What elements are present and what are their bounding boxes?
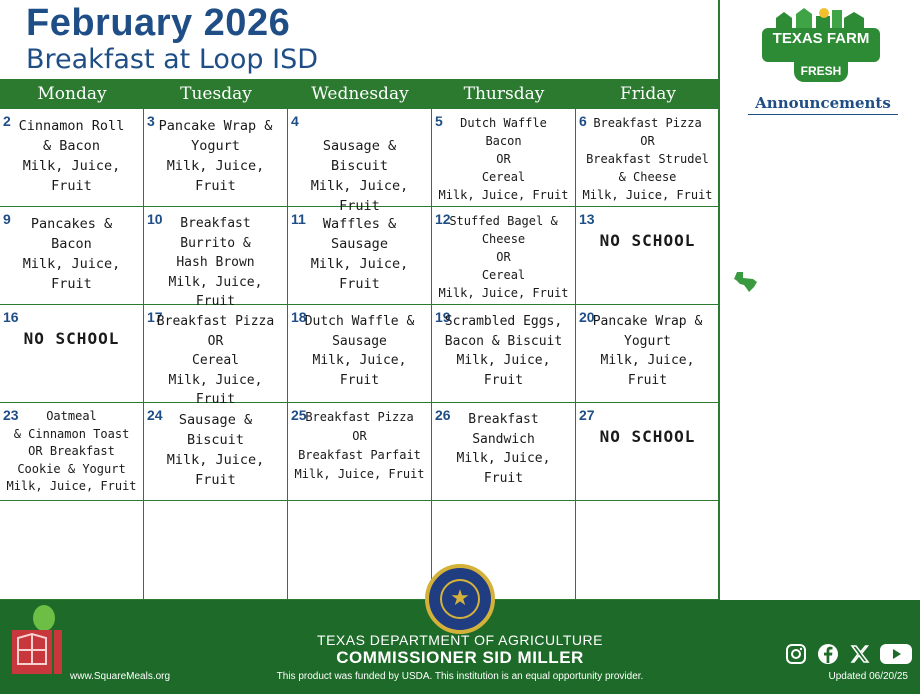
no-school-label: NO SCHOOL (599, 231, 696, 250)
day-menu: Breakfast Pizza OR Cereal Milk, Juice, Fruit (156, 314, 275, 407)
day-cell (288, 207, 432, 305)
logo-fresh: FRESH (794, 62, 848, 82)
day-number: 16 (3, 309, 19, 325)
empty-day-cell (288, 501, 432, 600)
day-number: 11 (291, 211, 306, 227)
day-menu: Sausage & Biscuit Milk, Juice, Fruit (310, 138, 409, 214)
department-name: TEXAS DEPARTMENT OF AGRICULTURE (317, 632, 603, 648)
day-number: 24 (147, 407, 163, 423)
x-icon[interactable] (848, 642, 872, 666)
texas-farm-fresh-logo (762, 6, 880, 86)
logo-badge (762, 28, 880, 62)
weekday-thursday: Thursday (463, 84, 545, 104)
day-menu: Sausage & Biscuit Milk, Juice, Fruit (166, 412, 265, 488)
empty-day-cell (0, 501, 144, 600)
calendar-grid (0, 79, 720, 600)
squaremeals-link[interactable]: www.SquareMeals.org (70, 671, 171, 682)
no-school-label: NO SCHOOL (23, 329, 120, 348)
page-title: February 2026 (26, 2, 291, 44)
day-number: 3 (147, 113, 155, 129)
weekday-monday: Monday (37, 84, 107, 104)
day-cell (144, 403, 288, 501)
facebook-icon[interactable] (816, 642, 840, 666)
day-cell (144, 207, 288, 309)
day-cell (288, 109, 432, 214)
page-subtitle: Breakfast at Loop ISD (26, 44, 319, 75)
day-cell (144, 109, 288, 207)
day-menu: Breakfast Pizza OR Breakfast Parfait Milk, Juice, Fruit (294, 410, 425, 481)
funding-statement: This product was funded by USDA. This institution is an equal opportunity provider. (276, 671, 644, 682)
youtube-icon[interactable] (880, 642, 912, 666)
day-cell (0, 305, 144, 403)
day-number: 17 (147, 309, 163, 325)
no-school-label: NO SCHOOL (599, 427, 696, 446)
seal-star-icon: ★ (440, 579, 480, 619)
day-menu: Breakfast Sandwich Milk, Juice, Fruit (456, 412, 551, 486)
day-number: 20 (579, 309, 595, 325)
day-number: 19 (435, 309, 451, 325)
day-menu: Cinnamon Roll & Bacon Milk, Juice, Fruit (18, 118, 125, 194)
day-cell (432, 305, 576, 403)
day-cell (432, 403, 576, 501)
day-cell (0, 109, 144, 207)
day-number: 18 (291, 309, 307, 325)
day-menu: Scrambled Eggs, Bacon & Biscuit Milk, Juice, Fruit (444, 314, 563, 388)
day-cell (288, 305, 432, 403)
day-number: 25 (291, 407, 307, 423)
day-menu: Dutch Waffle Bacon OR Cereal Milk, Juice, Fruit (438, 116, 569, 202)
day-cell (576, 207, 720, 305)
instagram-icon[interactable] (784, 642, 808, 666)
social-links (784, 642, 912, 666)
weekday-wednesday: Wednesday (311, 84, 409, 104)
day-number: 2 (3, 113, 11, 129)
empty-day-cell (144, 501, 288, 600)
day-menu: Stuffed Bagel & Cheese OR Cereal Milk, Juice, Fruit (438, 214, 569, 300)
day-menu: Breakfast Pizza OR Breakfast Strudel & Cheese Milk, Juice, Fruit (582, 116, 713, 202)
empty-day-cell (576, 501, 720, 600)
calendar-cells (0, 109, 720, 600)
texas-icon (733, 270, 759, 294)
weekday-tuesday: Tuesday (180, 84, 252, 104)
day-menu: Oatmeal & Cinnamon Toast OR Breakfast Cookie & Yogurt Milk, Juice, Fruit (6, 409, 137, 493)
day-number: 9 (3, 211, 11, 227)
day-cell (288, 403, 432, 501)
day-cell (432, 207, 576, 305)
day-number: 6 (579, 113, 587, 129)
day-number: 23 (3, 407, 19, 423)
day-number: 26 (435, 407, 451, 423)
day-cell (0, 403, 144, 501)
day-menu: Pancake Wrap & Yogurt Milk, Juice, Fruit (158, 118, 273, 194)
day-number: 5 (435, 113, 443, 129)
day-cell (0, 207, 144, 305)
weekday-header (0, 79, 720, 109)
logo-line1: TEXAS FARM (772, 30, 870, 47)
day-cell (576, 305, 720, 403)
weekday-friday: Friday (620, 84, 676, 104)
day-number: 12 (435, 211, 451, 227)
day-menu: Breakfast Burrito & Hash Brown Milk, Juice, Fruit (168, 216, 263, 309)
department-seal (425, 564, 495, 634)
day-menu: Pancakes & Bacon Milk, Juice, Fruit (22, 216, 121, 292)
day-menu: Waffles & Sausage Milk, Juice, Fruit (310, 216, 409, 292)
announcements-heading: Announcements (748, 94, 898, 115)
day-cell (144, 305, 288, 407)
day-number: 4 (291, 113, 299, 129)
day-cell (432, 109, 576, 207)
commissioner-name: COMMISSIONER SID MILLER (336, 648, 584, 667)
day-number: 27 (579, 407, 595, 423)
day-menu: Pancake Wrap & Yogurt Milk, Juice, Fruit (592, 314, 703, 388)
day-cell (576, 403, 720, 501)
day-number: 13 (579, 211, 595, 227)
day-menu: Dutch Waffle & Sausage Milk, Juice, Fruit (304, 314, 415, 388)
day-number: 10 (147, 211, 163, 227)
updated-date: Updated 06/20/25 (828, 671, 908, 682)
day-cell (576, 109, 720, 207)
